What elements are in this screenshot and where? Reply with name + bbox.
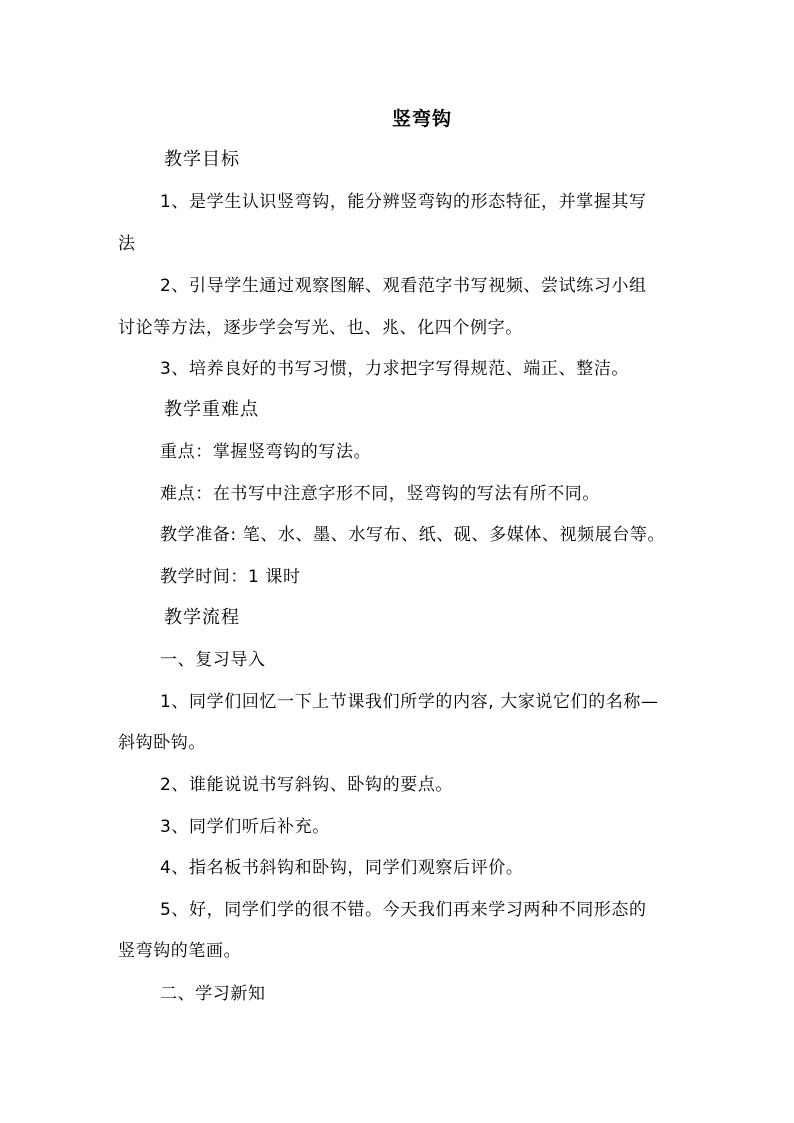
goal-3: 3、培养良好的书写习惯，力求把字写得规范、端正、整洁。 <box>160 359 630 379</box>
step-3: 3、同学们听后补充。 <box>160 817 330 837</box>
key-point: 重点：掌握竖弯钩的写法。 <box>160 442 372 462</box>
goal-1-line-1: 1、是学生认识竖弯钩，能分辨竖弯钩的形态特征，并掌握其写 <box>160 192 647 212</box>
section-1-heading: 一、复习导入 <box>160 650 266 670</box>
step-5-line-2: 竖弯钩的笔画。 <box>118 941 242 961</box>
key-heading: 教学重难点 <box>164 399 259 420</box>
preparation: 教学准备: 笔、水、墨、水写布、纸、砚、多媒体、视频展台等。 <box>160 525 666 545</box>
document-title: 竖弯钩 <box>391 108 452 130</box>
goal-2-line-1: 2、引导学生通过观察图解、观看范字书写视频、尝试练习小组 <box>160 276 647 296</box>
goal-1-line-2: 法 <box>118 234 136 254</box>
goals-heading: 教学目标 <box>164 149 240 170</box>
section-2-heading: 二、学习新知 <box>160 984 266 1004</box>
teaching-time: 教学时间：1 课时 <box>160 567 301 587</box>
step-2: 2、谁能说说书写斜钩、卧钩的要点。 <box>160 775 454 795</box>
difficult-point: 难点：在书写中注意字形不同，竖弯钩的写法有所不同。 <box>160 484 600 504</box>
step-5-line-1: 5、好，同学们学的很不错。今天我们再来学习两种不同形态的 <box>160 900 647 920</box>
goal-2-line-2: 讨论等方法，逐步学会写光、也、兆、化四个例字。 <box>118 318 523 338</box>
step-1-line-2: 斜钩卧钩。 <box>118 733 206 753</box>
process-heading: 教学流程 <box>164 607 240 628</box>
step-1-line-1: 1、同学们回忆一下上节课我们所学的内容, 大家说它们的名称— <box>160 692 659 712</box>
step-4: 4、指名板书斜钩和卧钩，同学们观察后评价。 <box>160 858 524 878</box>
